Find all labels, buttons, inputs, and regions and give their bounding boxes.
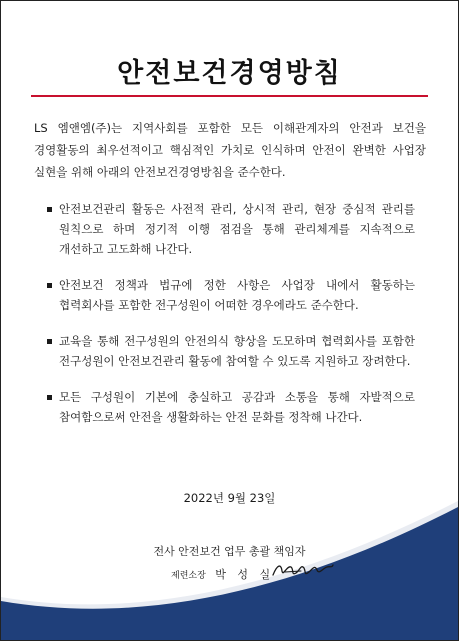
- bullet-icon: [47, 207, 52, 212]
- list-item: [47, 275, 415, 315]
- signer-block: [171, 566, 274, 582]
- bullet-icon: [47, 283, 52, 288]
- bullet-icon: [47, 339, 52, 344]
- policy-text: 교육을 통해 전구성원의 안전의식 향상을 도모하며 협력회사를 포함한 전구성원이 안전보건관리 활동에 참여할 수 있도록 지원하고 장려한다.: [59, 334, 415, 368]
- list-item: [47, 199, 415, 259]
- document-title: 안전보건경영방침: [117, 58, 342, 89]
- signer-title: 전사 안전보건 업무 총괄 책임자: [153, 545, 306, 558]
- title-divider: [31, 95, 428, 97]
- signer-role: 제련소장: [171, 571, 206, 581]
- list-item: [47, 387, 415, 427]
- intro-paragraph: LS 엠앤엠(주)는 지역사회를 포함한 모든 이해관계자의 안전과 보건을 경영활동의 최우선적이고 핵심적인 가치로 인식하며 안전이 완벽한 사업장 실현을 위해 아래의 안전보건경영방침을 준수한다.: [34, 121, 426, 179]
- issue-date: 2022년 9월 23일: [183, 491, 276, 505]
- signature-icon: [271, 559, 335, 581]
- policy-text: 안전보건관리 활동은 사전적 관리, 상시적 관리, 현장 중심적 관리를 원칙으로 하며 정기적 이행 점검을 통해 관리체계를 지속적으로 개선하고 고도화해 나간다.: [59, 202, 415, 256]
- list-item: [47, 331, 415, 371]
- bullet-icon: [47, 395, 52, 400]
- signer-name: 박 성 실: [215, 568, 275, 581]
- policy-list: [47, 199, 415, 427]
- policy-text: 안전보건 정책과 법규에 정한 사항은 사업장 내에서 활동하는 협력회사를 포함한 전구성원이 어떠한 경우에라도 준수한다.: [59, 278, 415, 312]
- policy-text: 모든 구성원이 기본에 충실하고 공감과 소통을 통해 자발적으로 참여함으로써 안전을 생활화하는 안전 문화를 정착해 나간다.: [59, 390, 415, 424]
